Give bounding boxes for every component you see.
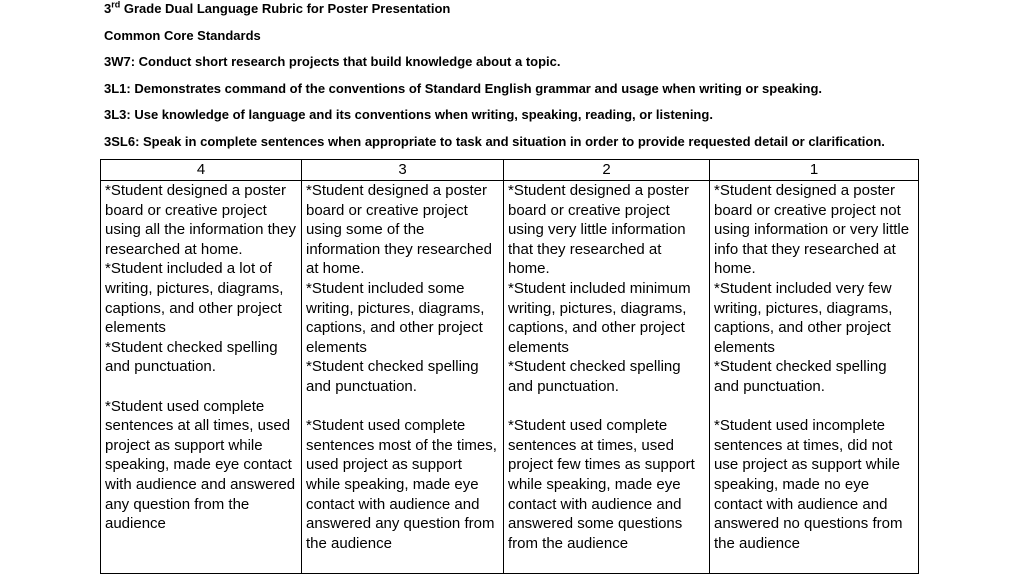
title-text: Grade Dual Language Rubric for Poster Presentation: [120, 1, 451, 16]
score-2-criteria: *Student designed a poster board or creative project using very little information that they researched at home. *Student included minimum writing, pictures, diagrams, captions, and other project elements *Student checked spelling and punctuation. *Student used complete sentences at times, used project few times as support while speaking, made eye contact with audience and answered some questions from the audience: [504, 181, 710, 574]
score-1-header: 1: [710, 160, 919, 181]
title-superscript: rd: [111, 0, 121, 10]
rubric-table: [100, 159, 919, 574]
standard-3l3: 3L3: Use knowledge of language and its conventions when writing, speaking, reading, or listening.: [104, 107, 713, 122]
score-4-header: 4: [101, 160, 302, 181]
standards-heading: Common Core Standards: [104, 28, 261, 43]
title-grade: 3: [104, 1, 112, 16]
score-3-criteria: *Student designed a poster board or creative project using some of the information they researched at home. *Student included some writing, pictures, diagrams, captions, and other project elements *Student checked spelling and punctuation. *Student used complete sentences most of the times, used project as support while speaking, made eye contact with audience and answered any question from the audience: [302, 181, 504, 574]
score-3-header: 3: [302, 160, 504, 181]
standard-3sl6: 3SL6: Speak in complete sentences when appropriate to task and situation in order to provide requested detail or clarification.: [104, 134, 885, 149]
document-title: [104, 1, 450, 17]
score-1-criteria: *Student designed a poster board or creative project not using information or very little info that they researched at home. *Student included very few writing, pictures, diagrams, captions, and other project elements *Student checked spelling and punctuation. *Student used incomplete sentences at times, did not use project as support while speaking, made no eye contact with audience and answered no questions from the audience: [710, 181, 919, 574]
criteria-row: [101, 181, 919, 574]
score-header-row: [101, 160, 919, 181]
score-4-criteria: *Student designed a poster board or creative project using all the information they researched at home. *Student included a lot of writing, pictures, diagrams, captions, and other project elements *Student checked spelling and punctuation. *Student used complete sentences at all times, used project as support while speaking, made eye contact with audience and answered any question from the audience: [101, 181, 302, 574]
standard-3l1: 3L1: Demonstrates command of the conventions of Standard English grammar and usage when writing or speaking.: [104, 81, 823, 96]
score-2-header: 2: [504, 160, 710, 181]
standard-3w7: 3W7: Conduct short research projects that build knowledge about a topic.: [104, 54, 561, 69]
